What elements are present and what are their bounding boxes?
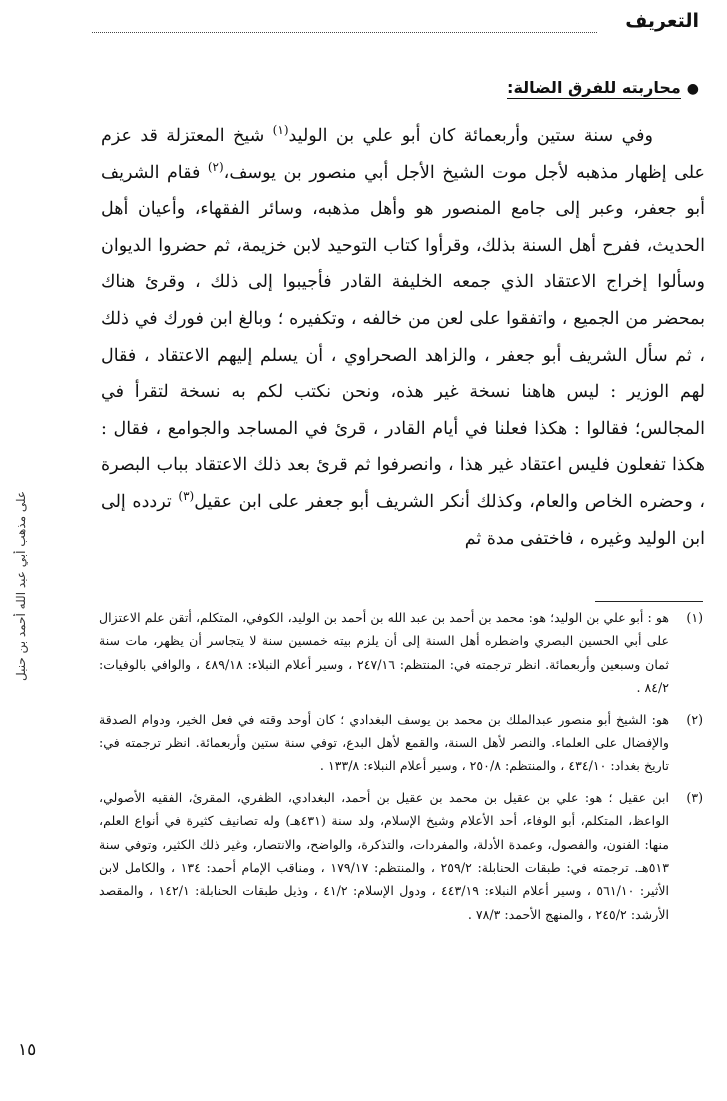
footnote-3 (99, 786, 703, 926)
body-text-segment: فقام الشريف أبو جعفر، وعبر إلى جامع المنصور هو وأهل مذهبه، وسائر الفقهاء، وأعيان أهل الحديث، ففرح أهل السنة بذلك، وقرأوا كتاب التوحيد لابن خزيمة، ثم حضروا الديوان وسألوا إخراج الاعتقاد الذي جمعه الخليفة القادر فأجيبوا إلى ذلك ، وقرئ هناك بمحضر من الجميع ، واتفقوا على لعن من خالفه ، وتكفيره ؛ وبالغ ابن فورك في ذلك ، ثم سأل الشريف أبو جعفر ، والزاهد الصحراوي ، أن يسلم إليهم الاعتقاد ، فقال لهم الوزير : ليس هاهنا نسخة غير هذه، ونحن نكتب لكم به نسخة لتقرأ في المجالس؛ فقالوا : هكذا فعلنا في أيام القادر ، قرئ في المساجد والجوامع ، فقال : هكذا تفعلون فليس اعتقاد غير هذا ، وانصرفوا ثم قرئ بعد ذلك الاعتقاد بباب البصرة ، وحضره الخاص والعام، وكذلك أنكر الشريف أبو جعفر على ابن عقيل (101, 162, 705, 512)
body-paragraph (101, 118, 705, 557)
header-rule (92, 32, 597, 33)
bullet-icon: ● (686, 81, 699, 97)
footnote-text: هو: الشيخ أبو منصور عبدالملك بن محمد بن يوسف البغدادي ؛ كان أوحد وقته في فعل الخير، ودوام الصدقة والإفضال على العلماء. والنصر لأهل السنة، والقمع لأهل البدع، توفي سنة ستين وأربعمائة. انظر ترجمته في: تاريخ بغداد: ٤٣٤/١٠ ، والمنتظم: ٢٥٠/٨ ، وسير أعلام النبلاء: ١٣٣/٨ . (99, 711, 669, 774)
footnotes (99, 606, 703, 934)
footnote-marker-3: (٣) (178, 489, 195, 504)
footnote-number: (٢) (686, 711, 703, 727)
footnote-number: (١) (686, 610, 703, 625)
footnote-marker-1: (١) (272, 123, 289, 138)
footnote-1 (99, 606, 703, 700)
footnote-2 (99, 708, 703, 778)
running-head: التعريف (625, 10, 699, 32)
body-text-segment: وفي سنة ستين وأربعمائة كان أبو علي بن الوليد (288, 126, 653, 146)
page-number: ١٥ (18, 1040, 37, 1060)
footnote-separator (595, 601, 703, 602)
section-heading-text: محاربته للفرق الضالة: (507, 78, 681, 97)
body-text-segment: تردده إلى ابن الوليد وغيره ، فاختفى مدة ثم (101, 491, 705, 549)
footnote-marker-2: (٢) (207, 159, 224, 174)
body-text-segment: شيخ المعتزلة قد عزم على إظهار مذهبه لأجل موت الشيخ الأجل أبي منصور بن يوسف، (101, 126, 705, 183)
footnote-text: ابن عقيل ؛ هو: علي بن عقيل بن محمد بن عقيل بن أحمد، البغدادي، الظفري، المقرئ، الفقيه الأصولي، الواعظ، المتكلم، أبو الوفاء، أحد الأعلام وشيخ الإسلام، ولد سنة (٤٣١هـ) وله تصانيف كثيرة في أنواع العلم، منها: الفنون، والفصول، وعمدة الأدلة، والمفردات، والتذكرة، والواضح، والانتصار، وغير ذلك الكثير، وتوفي سنة ٥١٣هـ. ترجمته في: طبقات الحنابلة: ٢٥٩/٢ ، والمنتظم: ١٧٩/١٧ ، ومناقب الإمام أحمد: ١٣٤ ، والكامل لابن الأثير: ٥٦١/١٠ ، وسير أعلام النبلاء: ٤٤٣/١٩ ، ودول الإسلام: ٤١/٢ ، وذيل طبقات الحنابلة: ١٤٢/١ ، والمقصد الأرشد: ٢٤٥/٢ ، والمنهج الأحمد: ٧٨/٣ . (99, 789, 670, 922)
footnote-text: هو : أبو علي بن الوليد؛ هو: محمد بن أحمد بن عبد الله بن أحمد بن الوليد، الكوفي، المتكلم، أتقن علم الاعتزال على أبي الحسين البصري واضطره أهل السنة إلى أن يلزم بيته خمسين سنة لا يتجاسر أن يظهر، مات سنة ثمان وسبعين وأربعمائة. انظر ترجمته في: المنتظم: ٢٤٧/١٦ ، وسير أعلام النبلاء: ٤٨٩/١٨ ، والوافي بالوفيات: ٨٤/٢ . (99, 610, 670, 696)
footnote-number: (٣) (686, 789, 703, 805)
side-caption: على مذهب أبي عبد الله أحمد بن حنبل (14, 490, 28, 682)
section-heading (299, 78, 699, 97)
